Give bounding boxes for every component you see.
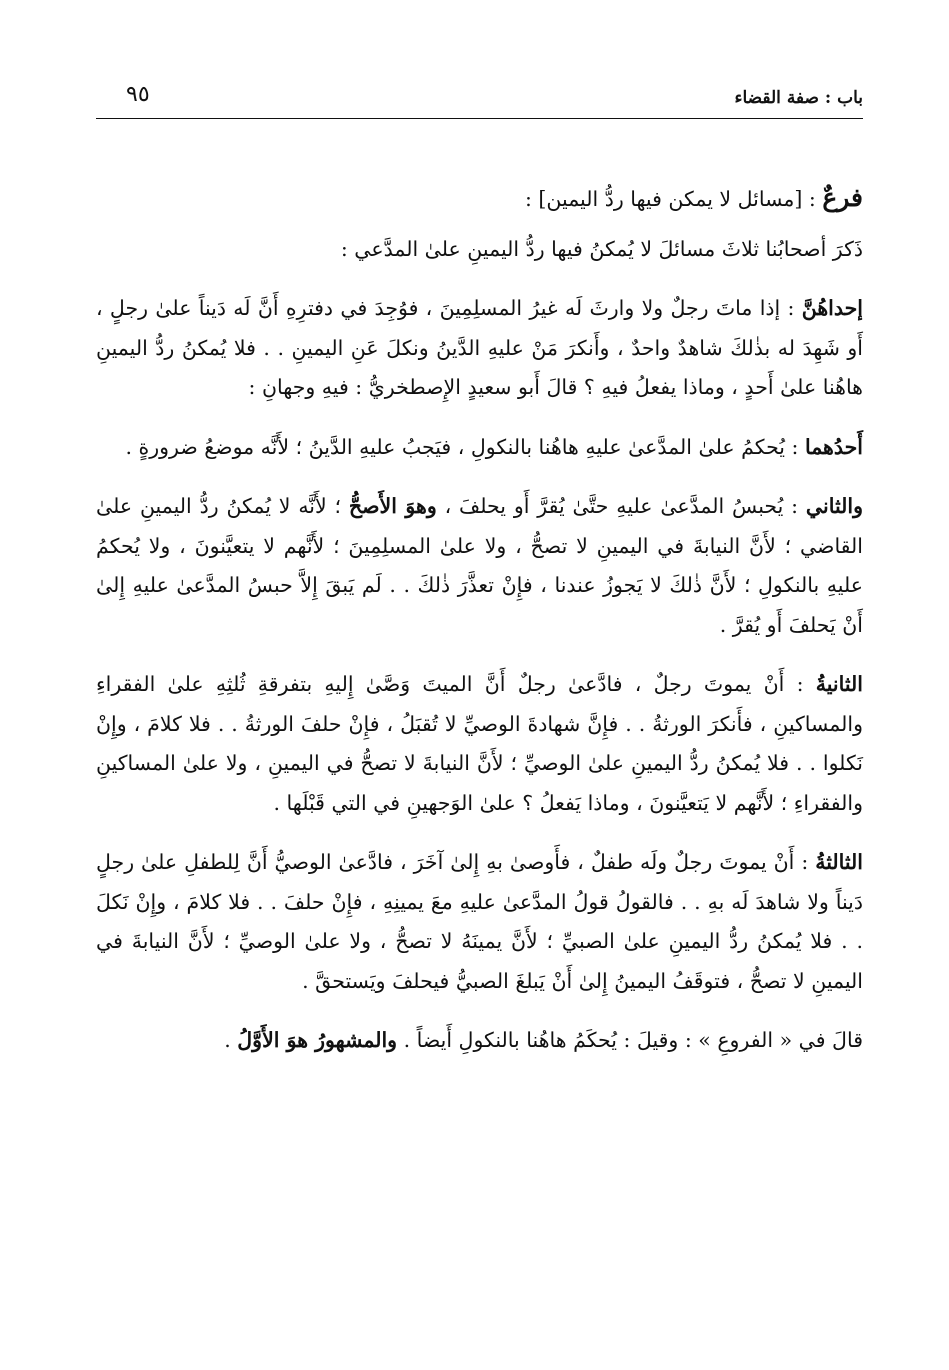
running-header <box>96 82 863 119</box>
paragraph-lead: فرعٌ <box>822 183 863 212</box>
paragraph-second-issue <box>96 665 863 823</box>
page-number: ٩٥ <box>126 82 150 107</box>
paragraph-lead: الثانيةُ <box>815 672 863 696</box>
paragraph-first-view <box>96 428 863 468</box>
paragraph-lead: الثالثةُ <box>815 850 863 874</box>
paragraph-text: ؛ لأَنَّه لا يُمكنُ ردُّ اليمينِ علىٰ القاضي ؛ لأَنَّ النيابةَ في اليمينِ لا تصحُّ ، ولا علىٰ المسلِمِينَ ؛ لأَنَّهم لا يتعيَّنونَ ، ولا يُحكمُ عليهِ بالنكولِ ؛ لأَنَّ ذٰلكَ لا يَجوزُ عندنا ، فإِنْ تعذَّرَ ذٰلكَ . . لَم يَبقَ إِلاَّ حبسُ المدَّعىٰ عليهِ إِلىٰ أَنْ يَحلفَ أَو يُقرَّ . <box>96 494 863 637</box>
paragraph-intro <box>96 230 863 270</box>
paragraph-text: : أَنْ يموتَ رجلٌ ولَه طفلٌ ، فأَوصىٰ بهِ إِلىٰ آخَرَ ، فادَّعىٰ الوصيُّ أَنَّ لِلطفلِ علىٰ رجلٍ دَيناً ولا شاهدَ لَه بهِ . . فالقولُ قولُ المدَّعىٰ عليهِ معَ يمينِهِ ، فإِنْ حلفَ . . فلا كلامَ ، وإِنْ نَكلَ . . فلا يُمكنُ ردُّ اليمينِ علىٰ الصبيِّ ؛ لأَنَّ يمينَهُ لا تصحُّ ، ولا علىٰ الوصيِّ ؛ لأَنَّ النيابةَ في اليمينِ لا تصحُّ ، فتوقَفُ اليمينُ إِلىٰ أَنْ يَبلغَ الصبيُّ فيحلفَ ويَستحقَّ . <box>96 850 863 993</box>
paragraph-second-view <box>96 487 863 645</box>
paragraph-text: : [مسائل لا يمكن فيها ردُّ اليمين] : <box>524 187 823 211</box>
running-title: باب : صفة القضاء <box>734 88 863 108</box>
paragraph-closing <box>96 1021 863 1061</box>
paragraph-text: . <box>224 1028 238 1052</box>
paragraph-first-issue <box>96 289 863 408</box>
paragraph-lead: أَحدُهما <box>804 434 863 459</box>
paragraph-lead: والثاني <box>805 494 863 518</box>
paragraph-emphasis: وهوَ الأَصحُّ <box>348 494 437 518</box>
body-text <box>96 178 863 1081</box>
paragraph-text: قالَ في « الفروعِ » : وقيلَ : يُحكَمُ هاهُنا بالنكولِ أَيضاً . <box>397 1028 863 1052</box>
paragraph-far <box>96 178 863 220</box>
paragraph-text: ذَكرَ أصحابُنا ثلاثَ مسائلَ لا يُمكنُ فيها ردُّ اليمينِ علىٰ المدَّعي : <box>340 236 863 261</box>
paragraph-text: : أَنْ يموتَ رجلٌ ، فادَّعىٰ رجلٌ أَنَّ الميتَ وَصَّىٰ إِليهِ بتفرقةِ ثُلثِهِ علىٰ الفقراءِ والمساكينِ ، فأَنكرَ الورثةُ . . فإِنَّ شهادةَ الوصيِّ لا تُقبَلُ ، فإِنْ حلفَ الورثةُ . . فلا كلامَ ، وإِنْ نَكلوا . . فلا يُمكنُ ردُّ اليمينِ علىٰ الوصيِّ ؛ لأَنَّ النيابةَ لا تصحُّ في اليمينِ ، ولا علىٰ المساكينِ والفقراءِ ؛ لأَنَّهم لا يَتعيَّنونَ ، وماذا يَفعلُ ؟ علىٰ الوَجهينِ في التي قَبْلَها . <box>96 672 863 815</box>
paragraph-text: : يُحبسُ المدَّعىٰ عليهِ حتَّىٰ يُقرَّ أَو يحلفَ ، <box>436 494 806 518</box>
paragraph-lead: إحداهُنَّ <box>801 296 863 320</box>
paragraph-emphasis: والمشهورُ هوَ الأَوَّلُ <box>237 1028 398 1052</box>
paragraph-text: : إذا ماتَ رجلٌ ولا وارثَ لَه غيرُ المسلِمِينَ ، فوُجِدَ في دفترِهِ أَنَّ لَه دَيناً علىٰ رجلٍ ، أَو شَهِدَ له بذٰلكَ شاهدٌ واحدٌ ، وأَنكرَ مَنْ عليهِ الدَّينُ ونكلَ عَنِ اليمينِ . . فلا يُمكنُ ردُّ اليمينِ هاهُنا علىٰ أَحدٍ ، وماذا يفعلُ فيهِ ؟ قالَ أَبو سعيدٍ الإِصطخريُّ : فيهِ وجهانِ : <box>96 296 863 399</box>
paragraph-text: : يُحكمُ علىٰ المدَّعىٰ عليهِ هاهُنا بالنكولِ ، فيَجبُ عليهِ الدَّينُ ؛ لأَنَّه موضعُ ضرورةٍ . <box>125 434 805 459</box>
paragraph-third-issue <box>96 843 863 1001</box>
